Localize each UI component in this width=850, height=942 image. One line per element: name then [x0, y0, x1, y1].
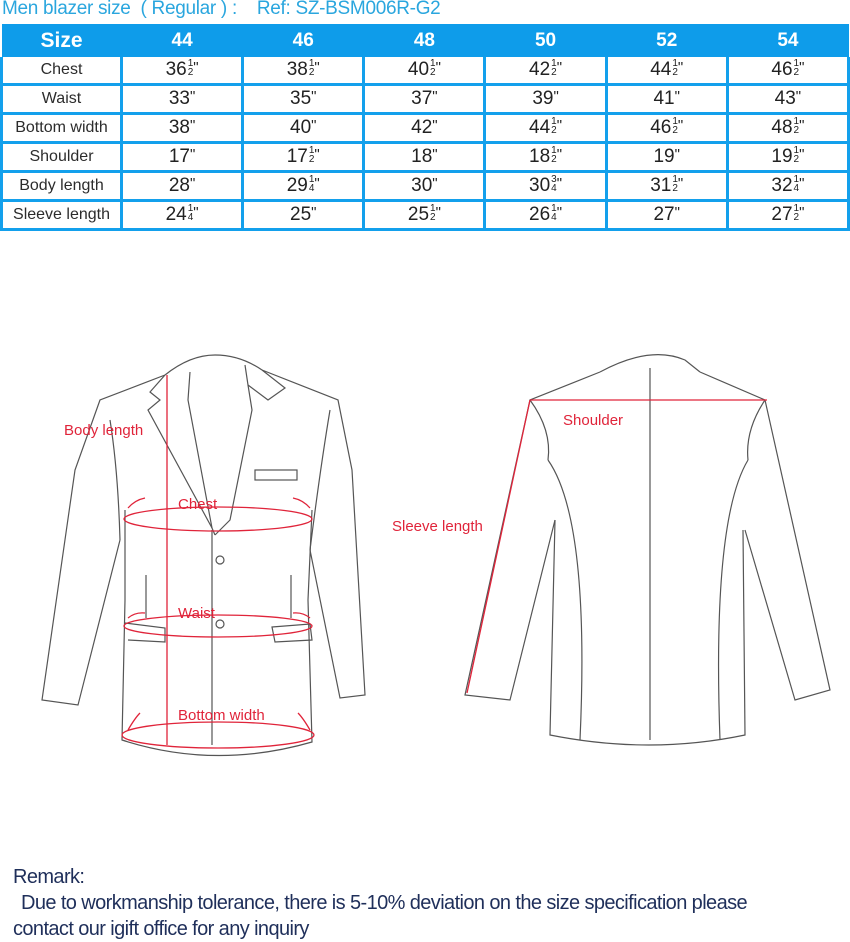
whole-inches: 24	[165, 204, 187, 225]
fraction	[551, 204, 557, 222]
fraction-numerator: 1	[308, 173, 315, 185]
fraction-denominator: 4	[551, 211, 557, 223]
fraction	[672, 117, 678, 135]
whole-inches: 25	[407, 204, 430, 225]
whole-inches: 17	[286, 146, 308, 167]
fraction-numerator: 1	[187, 57, 194, 69]
column-header: Size	[2, 24, 122, 57]
whole-inches: 17	[168, 146, 190, 167]
fraction-denominator: 2	[793, 153, 800, 165]
inch-mark: "	[193, 59, 199, 76]
fraction-denominator: 2	[551, 124, 557, 136]
measurement-cell	[122, 114, 243, 143]
table-row	[2, 85, 849, 114]
inch-mark: "	[674, 204, 680, 221]
measurement-cell	[243, 85, 364, 114]
measurement-cell	[727, 172, 848, 201]
measurement-cell	[364, 201, 485, 230]
size-table	[0, 24, 850, 231]
label-bottom-width: Bottom width	[178, 707, 265, 724]
fraction-numerator: 1	[672, 173, 678, 185]
whole-inches: 36	[165, 59, 187, 80]
whole-inches: 46	[771, 59, 793, 80]
fraction-denominator: 2	[551, 153, 557, 165]
whole-inches: 38	[286, 59, 308, 80]
whole-inches: 27	[771, 204, 793, 225]
inch-mark: "	[189, 88, 196, 105]
measurement-cell	[727, 85, 848, 114]
column-header: 48	[364, 24, 485, 57]
fraction-numerator: 1	[793, 57, 800, 69]
inch-mark: "	[674, 146, 680, 163]
fraction-denominator: 2	[793, 66, 800, 78]
whole-inches: 44	[650, 59, 672, 80]
fraction-numerator: 1	[793, 115, 800, 127]
whole-inches: 48	[771, 117, 793, 138]
inch-mark: "	[556, 117, 563, 134]
measurement-cell	[727, 143, 848, 172]
whole-inches: 30	[529, 175, 551, 196]
measurement-cell	[364, 172, 485, 201]
fraction-numerator: 1	[551, 202, 557, 214]
remark-text-line2: contact our igift office for any inquiry	[13, 918, 309, 940]
fraction-denominator: 2	[187, 66, 194, 78]
fraction	[309, 146, 315, 164]
inch-mark: "	[556, 59, 563, 76]
measurement-cell	[243, 201, 364, 230]
inch-mark: "	[311, 88, 317, 105]
fraction-numerator: 1	[308, 144, 315, 156]
fraction	[551, 175, 557, 193]
whole-inches: 39	[532, 88, 554, 109]
fraction	[430, 204, 436, 222]
fraction-denominator: 2	[308, 153, 315, 165]
fraction-numerator: 1	[430, 202, 436, 214]
whole-inches: 37	[411, 88, 433, 109]
inch-mark: "	[556, 146, 563, 163]
whole-inches: 18	[529, 146, 551, 167]
inch-mark: "	[432, 175, 438, 192]
whole-inches: 40	[290, 117, 312, 138]
label-shoulder: Shoulder	[563, 412, 624, 429]
fraction-numerator: 1	[672, 57, 678, 69]
fraction	[188, 59, 194, 77]
whole-inches: 32	[771, 175, 793, 196]
measurement-cell	[606, 201, 727, 230]
fraction	[551, 59, 557, 77]
fraction	[551, 146, 557, 164]
whole-inches: 35	[290, 88, 312, 109]
remark-text-line1: Due to workmanship tolerance, there is 5-10% deviation on the size specification please	[21, 892, 748, 914]
inch-mark: "	[556, 175, 563, 192]
column-header: 54	[727, 24, 848, 57]
fraction-denominator: 2	[672, 66, 678, 78]
row-label: Waist	[2, 85, 122, 114]
fraction	[309, 175, 315, 193]
measurement-cell	[727, 201, 848, 230]
fraction	[794, 117, 800, 135]
fraction-numerator: 1	[430, 57, 436, 69]
measurement-cell	[606, 143, 727, 172]
inch-mark: "	[432, 117, 438, 134]
blazer-illustration	[0, 330, 850, 770]
measurement-cell	[243, 172, 364, 201]
fraction-denominator: 4	[793, 182, 800, 194]
column-header: 44	[122, 24, 243, 57]
inch-mark: "	[193, 204, 199, 221]
inch-mark: "	[314, 175, 320, 192]
inch-mark: "	[189, 175, 196, 192]
label-sleeve-length: Sleeve length	[392, 518, 483, 535]
whole-inches: 38	[168, 117, 190, 138]
fraction	[430, 59, 436, 77]
fraction-numerator: 3	[551, 173, 557, 185]
inch-mark: "	[556, 204, 563, 221]
measurement-cell	[122, 201, 243, 230]
inch-mark: "	[553, 88, 559, 105]
inch-mark: "	[799, 59, 805, 76]
whole-inches: 25	[290, 204, 312, 225]
fraction	[188, 204, 194, 222]
column-header: 46	[243, 24, 364, 57]
whole-inches: 33	[168, 88, 190, 109]
fraction-numerator: 1	[793, 144, 800, 156]
inch-mark: "	[189, 117, 196, 134]
measurement-cell	[364, 85, 485, 114]
inch-mark: "	[432, 146, 438, 163]
inch-mark: "	[677, 175, 684, 192]
measurement-cell	[485, 114, 606, 143]
fraction-denominator: 2	[308, 66, 315, 78]
remark-section	[13, 864, 747, 942]
row-label: Chest	[2, 57, 122, 85]
inch-mark: "	[799, 175, 805, 192]
inch-mark: "	[432, 88, 438, 105]
fraction-denominator: 4	[308, 182, 315, 194]
measurement-cell	[727, 57, 848, 85]
fraction-numerator: 1	[551, 144, 557, 156]
measurement-cell	[606, 114, 727, 143]
whole-inches: 40	[407, 59, 430, 80]
fraction-denominator: 4	[551, 182, 557, 194]
table-row	[2, 201, 849, 230]
fraction-numerator: 1	[187, 202, 194, 214]
whole-inches: 46	[650, 117, 672, 138]
fraction-numerator: 1	[551, 115, 557, 127]
whole-inches: 19	[653, 146, 675, 167]
measurement-cell	[122, 172, 243, 201]
inch-mark: "	[314, 59, 320, 76]
measurement-cell	[485, 143, 606, 172]
whole-inches: 41	[653, 88, 675, 109]
row-label: Shoulder	[2, 143, 122, 172]
inch-mark: "	[677, 117, 684, 134]
fraction	[672, 59, 678, 77]
column-header: 52	[606, 24, 727, 57]
measurement-cell	[122, 57, 243, 85]
fraction-denominator: 2	[430, 211, 436, 223]
inch-mark: "	[311, 204, 317, 221]
measurement-cell	[485, 57, 606, 85]
column-header: 50	[485, 24, 606, 57]
fraction	[309, 59, 315, 77]
fraction-denominator: 2	[672, 124, 678, 136]
fraction	[794, 175, 800, 193]
inch-mark: "	[674, 88, 680, 105]
measurement-diagram	[0, 330, 850, 770]
measurement-cell	[122, 143, 243, 172]
fraction	[672, 175, 678, 193]
row-label: Bottom width	[2, 114, 122, 143]
size-header-row	[2, 24, 849, 57]
whole-inches: 31	[650, 175, 672, 196]
remark-heading: Remark:	[13, 866, 85, 888]
whole-inches: 19	[771, 146, 793, 167]
whole-inches: 42	[529, 59, 551, 80]
fraction	[551, 117, 557, 135]
fraction-numerator: 1	[308, 57, 315, 69]
label-waist: Waist	[178, 605, 215, 622]
inch-mark: "	[314, 146, 320, 163]
inch-mark: "	[435, 204, 441, 221]
table-row	[2, 57, 849, 85]
inch-mark: "	[799, 204, 805, 221]
row-label: Sleeve length	[2, 201, 122, 230]
whole-inches: 42	[411, 117, 433, 138]
measurement-cell	[606, 85, 727, 114]
inch-mark: "	[311, 117, 317, 134]
fraction	[794, 59, 800, 77]
whole-inches: 28	[168, 175, 190, 196]
measurement-cell	[243, 143, 364, 172]
whole-inches: 27	[653, 204, 675, 225]
fraction	[794, 204, 800, 222]
whole-inches: 43	[774, 88, 796, 109]
measurement-cell	[485, 85, 606, 114]
measurement-cell	[243, 114, 364, 143]
row-label: Body length	[2, 172, 122, 201]
measurement-cell	[243, 57, 364, 85]
fraction-denominator: 2	[793, 211, 800, 223]
table-row	[2, 172, 849, 201]
inch-mark: "	[677, 59, 684, 76]
inch-mark: "	[799, 117, 805, 134]
fraction-denominator: 2	[672, 182, 678, 194]
inch-mark: "	[795, 88, 802, 105]
fraction	[794, 146, 800, 164]
whole-inches: 29	[286, 175, 308, 196]
inch-mark: "	[435, 59, 441, 76]
measurement-cell	[364, 114, 485, 143]
measurement-cell	[485, 172, 606, 201]
inch-mark: "	[189, 146, 196, 163]
table-row	[2, 114, 849, 143]
fraction-numerator: 1	[793, 173, 800, 185]
measurement-cell	[727, 114, 848, 143]
measurement-cell	[485, 201, 606, 230]
inch-mark: "	[799, 146, 805, 163]
label-chest: Chest	[178, 496, 218, 513]
whole-inches: 26	[529, 204, 551, 225]
fraction-denominator: 2	[551, 66, 557, 78]
label-body-length: Body length	[64, 422, 144, 439]
fraction-denominator: 2	[430, 66, 436, 78]
fraction-denominator: 2	[793, 124, 800, 136]
measurement-cell	[606, 57, 727, 85]
table-row	[2, 143, 849, 172]
fraction-denominator: 4	[187, 211, 194, 223]
fraction-numerator: 1	[793, 202, 800, 214]
chart-title: Men blazer size ( Regular ) : Ref: SZ-BSM006R-G2	[2, 0, 441, 19]
measurement-cell	[364, 143, 485, 172]
measurement-cell	[606, 172, 727, 201]
measurement-cell	[364, 57, 485, 85]
whole-inches: 44	[529, 117, 551, 138]
fraction-numerator: 1	[551, 57, 557, 69]
whole-inches: 30	[411, 175, 433, 196]
whole-inches: 18	[411, 146, 433, 167]
fraction-numerator: 1	[672, 115, 678, 127]
measurement-cell	[122, 85, 243, 114]
